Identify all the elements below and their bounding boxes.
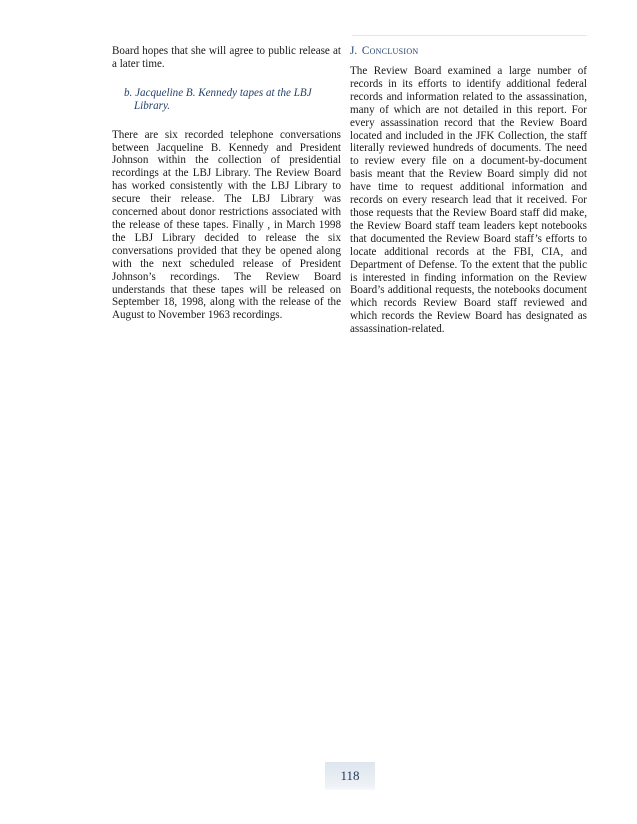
body-paragraph: There are six recorded telephone conversations between Jacqueline B. Kennedy and President Johnson within the collection of presidential recordings at the LBJ Library. The Review Board has worked consistently with the LBJ Library to secure their release. The LBJ Library was concerned about donor restrictions associated with the release of these tapes. Finally , in March 1998 the LBJ Library decided to release the six conversations provided that they be opened along with the next scheduled release of President Johnson’s recordings. The Review Board understands that these tapes will be released on September 18, 1998, along with the release of the August to November 1963 recordings. [112,128,341,322]
section-heading [350,45,587,58]
continuation-paragraph: Board hopes that she will agree to public release at a later time. [112,45,341,70]
subheading: b. Jacqueline B. Kennedy tapes at the LBJ Library. [124,86,312,112]
right-column [350,45,587,336]
header-rule [352,35,587,36]
section-heading-title: Conclusion [361,45,419,57]
page-number: 118 [340,768,360,783]
conclusion-paragraph: The Review Board examined a large number of records in its efforts to identify additional federal records and information related to the assassination, many of which are not detailed in this report. For every assassination record that the Review Board located and included in the JFK Collection, the staff literally reviewed hundreds of documents. The need to review every file on a document-by-document basis meant that the Review Board simply did not have time to request additional information and records on every research lead that it received. For those requests that the Review Board staff did make, the Review Board staff team leaders kept notebooks that documented the Review Board staff’s efforts to locate additional records at the FBI, CIA, and Department of Defense. To the extent that the public is interested in finding information on the Review Board’s additional requests, the notebooks document which records Review Board staff reviewed and which records the Review Board has designated as assassination-related. [350,65,587,336]
left-column [112,45,341,322]
section-heading-letter: J. [350,45,358,57]
page-number-box [325,762,375,790]
